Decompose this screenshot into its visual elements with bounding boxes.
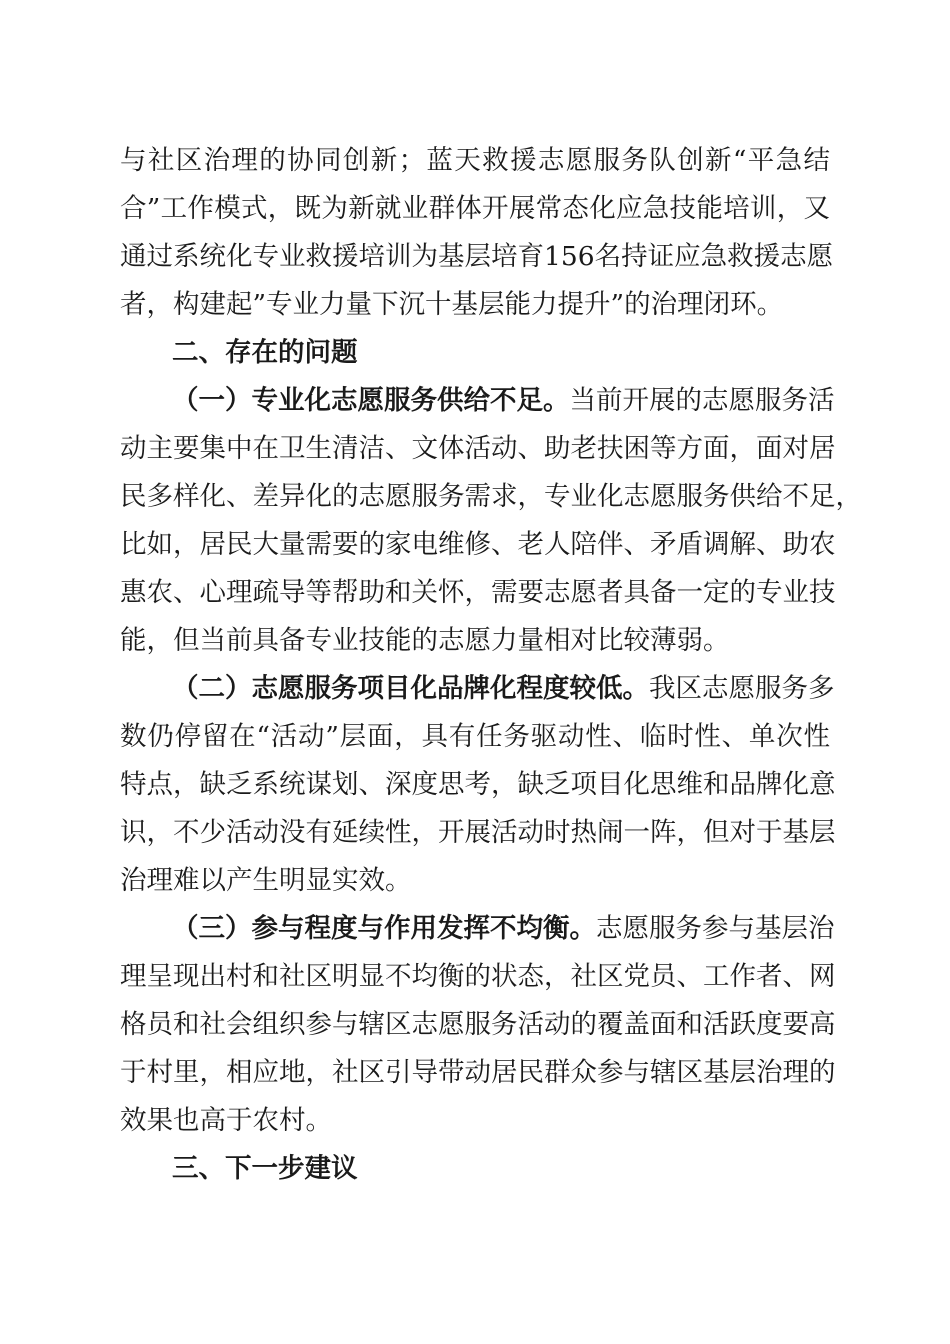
issue3-line-1-text: 志愿服务参与基层治 bbox=[596, 913, 835, 944]
issue2-line-1-text: 我区志愿服务多 bbox=[649, 673, 835, 704]
issue2-line-2: 数仍停留在“活动”层面，具有任务驱动性、临时性、单次性 bbox=[120, 721, 830, 752]
para1-line-3: 通过系统化专业救援培训为基层培育156名持证应急救援志愿 bbox=[120, 241, 834, 272]
para1-line-4: 者，构建起”专业力量下沉十基层能力提升”的治理闭环。 bbox=[120, 289, 784, 320]
issue1-line-1-text: 当前开展的志愿服务活 bbox=[569, 385, 835, 416]
issue3-line-5: 效果也高于农村。 bbox=[120, 1105, 332, 1136]
issue3-line-2: 理呈现出村和社区明显不均衡的状态，社区党员、工作者、网 bbox=[120, 961, 836, 992]
issue3-line-1 bbox=[172, 906, 835, 952]
para1-line-1: 与社区治理的协同创新；蓝天救援志愿服务队创新“平急结 bbox=[120, 145, 830, 176]
issue1-line-6: 能，但当前具备专业技能的志愿力量相对比较薄弱。 bbox=[120, 625, 730, 656]
issue1-line-3: 民多样化、差异化的志愿服务需求，专业化志愿服务供给不足， bbox=[120, 481, 862, 512]
issue3-line-3: 格员和社会组织参与辖区志愿服务活动的覆盖面和活跃度要高 bbox=[120, 1009, 836, 1040]
issue3-line-4: 于村里，相应地，社区引导带动居民群众参与辖区基层治理的 bbox=[120, 1057, 836, 1088]
issue1-line-5: 惠农、心理疏导等帮助和关怀，需要志愿者具备一定的专业技 bbox=[120, 577, 836, 608]
issue3-title: （三）参与程度与作用发挥不均衡。 bbox=[172, 913, 596, 944]
issue1-line-2: 动主要集中在卫生清洁、文体活动、助老扶困等方面，面对居 bbox=[120, 433, 836, 464]
section-heading-next-steps: 三、下一步建议 bbox=[172, 1153, 358, 1184]
issue2-line-1 bbox=[172, 666, 835, 712]
para1-line-2: 合”工作模式，既为新就业群体开展常态化应急技能培训，又 bbox=[120, 193, 830, 224]
issue2-line-5: 治理难以产生明显实效。 bbox=[120, 865, 412, 896]
issue1-line-1 bbox=[172, 378, 835, 424]
issue2-line-3: 特点，缺乏系统谋划、深度思考，缺乏项目化思维和品牌化意 bbox=[120, 769, 836, 800]
issue2-line-4: 识，不少活动没有延续性，开展活动时热闹一阵，但对于基层 bbox=[120, 817, 836, 848]
section-heading-problems: 二、存在的问题 bbox=[172, 337, 358, 368]
issue2-title: （二）志愿服务项目化品牌化程度较低。 bbox=[172, 673, 649, 704]
issue1-title: （一）专业化志愿服务供给不足。 bbox=[172, 385, 570, 416]
issue1-line-4: 比如，居民大量需要的家电维修、老人陪伴、矛盾调解、助农 bbox=[120, 529, 836, 560]
